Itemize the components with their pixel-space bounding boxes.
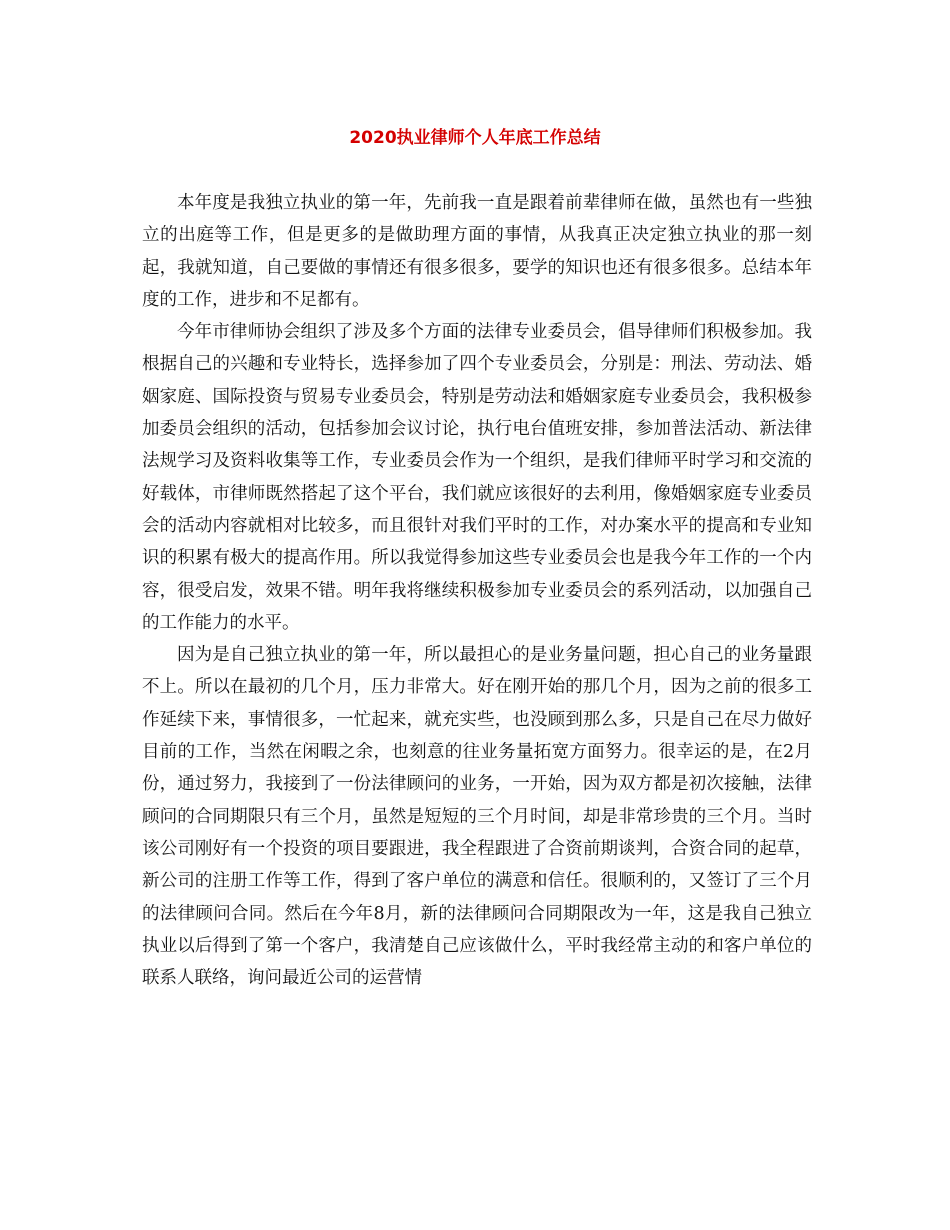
paragraph: 今年市律师协会组织了涉及多个方面的法律专业委员会，倡导律师们积极参加。我根据自己的兴趣和专业特长，选择参加了四个专业委员会，分别是：刑法、劳动法、婚姻家庭、国际投资与贸易专业委员会，特别是劳动法和婚姻家庭专业委员会，我积极参加委员会组织的活动，包括参加会议讨论，执行电台值班安排，参加普法活动、新法律法规学习及资料收集等工作，专业委员会作为一个组织，是我们律师平时学习和交流的好载体，市律师既然搭起了这个平台，我们就应该很好的去利用，像婚姻家庭专业委员会的活动内容就相对比较多，而且很针对我们平时的工作，对办案水平的提高和专业知识的积累有极大的提高作用。所以我觉得参加这些专业委员会也是我今年工作的一个内容，很受启发，效果不错。明年我将继续积极参加专业委员会的系列活动，以加强自己的工作能力的水平。: [142, 322, 812, 633]
document-title: 2020执业律师个人年底工作总结: [349, 128, 601, 148]
document-body: [142, 187, 812, 994]
paragraph: 因为是自己独立执业的第一年，所以最担心的是业务量问题，担心自己的业务量跟不上。所以在最初的几个月，压力非常大。好在刚开始的那几个月，因为之前的很多工作延续下来，事情很多，一忙起来，就充实些，也没顾到那么多，只是自己在尽力做好目前的工作，当然在闲暇之余，也刻意的往业务量拓宽方面努力。很幸运的是，在2月份，通过努力，我接到了一份法律顾问的业务，一开始，因为双方都是初次接触，法律顾问的合同期限只有三个月，虽然是短短的三个月时间，却是非常珍贵的三个月。当时该公司刚好有一个投资的项目要跟进，我全程跟进了合资前期谈判，合资合同的起草，新公司的注册工作等工作，得到了客户单位的满意和信任。很顺利的，又签订了三个月的法律顾问合同。然后在今年8月，新的法律顾问合同期限改为一年，这是我自己独立执业以后得到了第一个客户，我清楚自己应该做什么，平时我经常主动的和客户单位的联系人联络，询问最近公司的运营情: [142, 645, 812, 989]
paragraph: 本年度是我独立执业的第一年，先前我一直是跟着前辈律师在做，虽然也有一些独立的出庭等工作，但是更多的是做助理方面的事情，从我真正决定独立执业的那一刻起，我就知道，自己要做的事情还有很多很多，要学的知识也还有很多很多。总结本年度的工作，进步和不足都有。: [142, 193, 812, 310]
